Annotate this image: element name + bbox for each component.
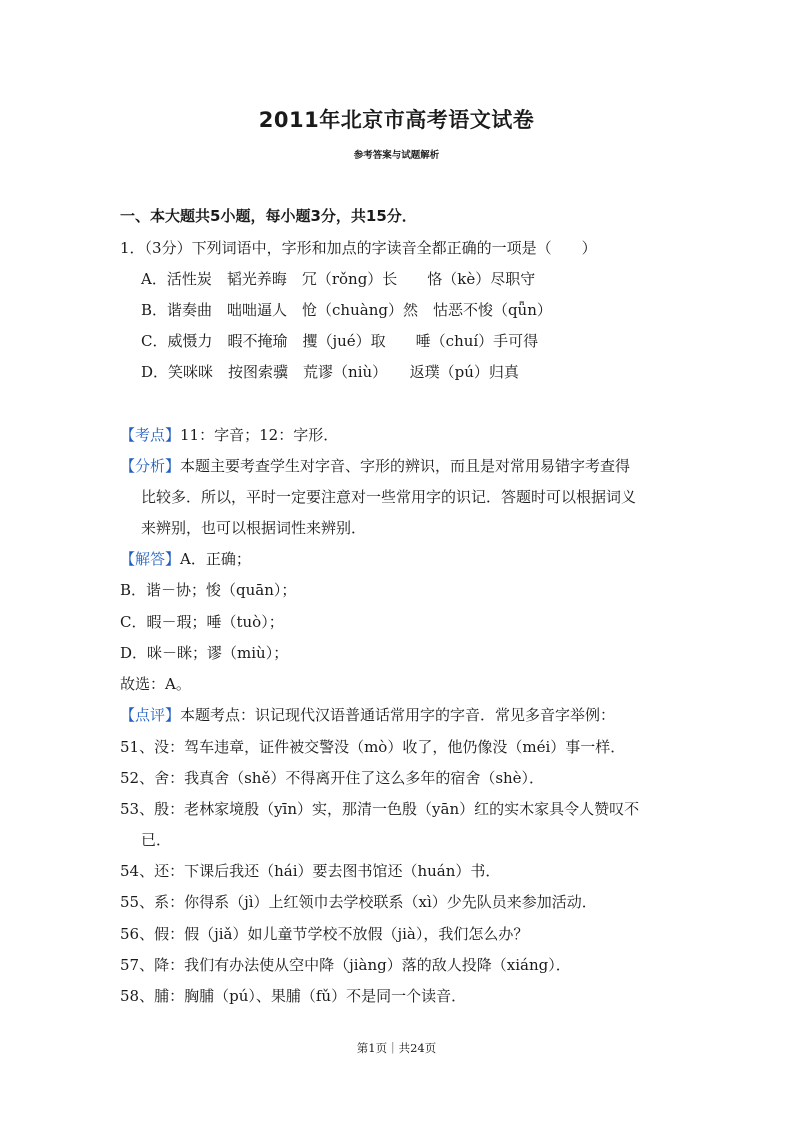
fenxi-text-3: 来辨别，也可以根据词性来辨别．: [141, 519, 367, 537]
jieda-line: [120, 549, 251, 569]
section-heading: 一、本大题共5小题，每小题3分，共15分．: [120, 207, 417, 225]
dianping-tag: 【点评】: [120, 706, 181, 724]
jieda-answer: 故选：A。: [120, 675, 191, 693]
kaodian-text: 11：字音；12：字形．: [180, 426, 339, 444]
jieda-d: D．咪－眯；谬（miù）；: [120, 644, 289, 662]
example-58: 58、脯：胸脯（pú）、果脯（fǔ）不是同一个读音．: [120, 987, 467, 1005]
example-57: 57、降：我们有办法使从空中降（jiàng）落的敌人投降（xiáng）．: [120, 956, 571, 974]
dianping-line: [120, 705, 615, 725]
fenxi-text-2: 比较多．所以，平时一定要注意对一些常用字的识记．答题时可以根据词义: [141, 488, 637, 506]
kaodian-tag: 【考点】: [120, 426, 181, 444]
option-d: D．笑咪咪 按图索骥 荒谬（niù） 返璞（pú）归真: [141, 363, 519, 381]
dianping-text: 本题考点：识记现代汉语普通话常用字的字音．常见多音字举例：: [180, 706, 616, 724]
option-a: A．活性炭 韬光养晦 冗（rǒng）长 恪（kè）尽职守: [141, 270, 536, 288]
example-53-cont: 已．: [141, 831, 172, 849]
example-53: 53、殷：老林家境殷（yīn）实，那清一色殷（yān）红的实木家具令人赞叹不: [120, 800, 640, 818]
example-56: 56、假：假（jiǎ）如儿童节学校不放假（jià），我们怎么办？: [120, 925, 529, 943]
question-stem: 1．（3分）下列词语中，字形和加点的字读音全都正确的一项是（ ）: [120, 239, 597, 257]
document-title: 2011年北京市高考语文试卷: [258, 108, 535, 132]
page-footer: 第1页｜共24页: [356, 1041, 437, 1055]
option-b: B．谐奏曲 咄咄逼人 怆（chuàng）然 怙恶不悛（qǖn）: [141, 301, 552, 319]
fenxi-text-1: 本题主要考查学生对字音、字形的辨识，而且是对常用易错字考查得: [180, 457, 631, 475]
example-52: 52、舍：我真舍（shě）不得离开住了这么多年的宿舍（shè）．: [120, 769, 545, 787]
jieda-b: B．谐－协；悛（quān）；: [120, 581, 297, 599]
example-55: 55、系：你得系（jì）上红领巾去学校联系（xì）少先队员来参加活动．: [120, 893, 597, 911]
jieda-tag: 【解答】: [120, 550, 181, 568]
fenxi-tag: 【分析】: [120, 457, 181, 475]
example-51: 51、没：驾车违章，证件被交警没（mò）收了，他仍像没（méi）事一样．: [120, 738, 626, 756]
jieda-c: C．暇－瑕；唾（tuò）；: [120, 613, 284, 631]
document-subtitle: 参考答案与试题解析: [353, 150, 440, 161]
kaodian-line: [120, 425, 338, 445]
example-54: 54、还：下课后我还（hái）要去图书馆还（huán）书．: [120, 862, 501, 880]
option-c: C．威慑力 暇不掩瑜 攫（jué）取 唾（chuí）手可得: [141, 332, 539, 350]
fenxi-line-1: [120, 456, 630, 476]
jieda-text: A．正确；: [180, 550, 251, 568]
